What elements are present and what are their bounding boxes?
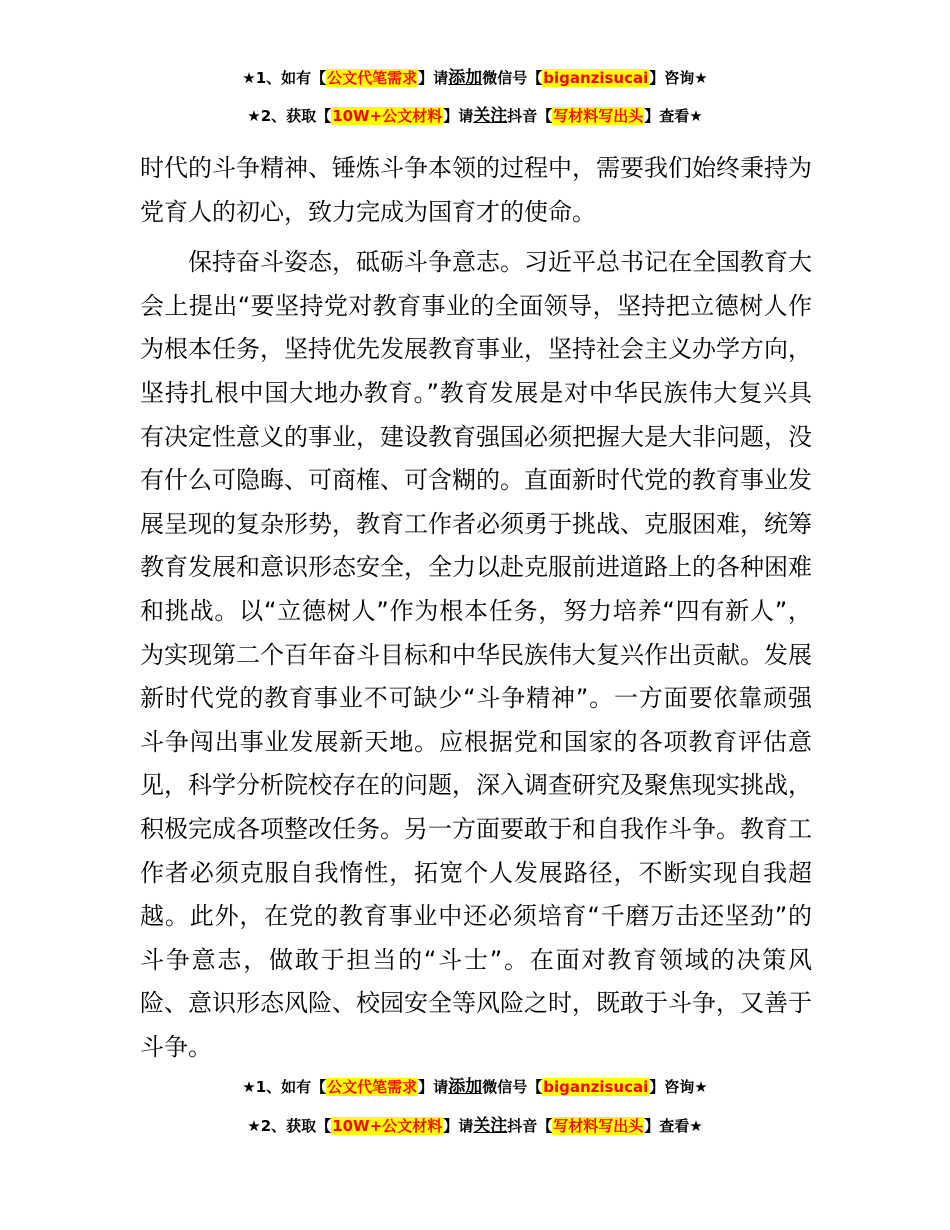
footer-promo-line-2 <box>0 1116 950 1136</box>
promo-highlight-douyin-id: 写材料写出头 <box>553 1117 644 1135</box>
promo-highlight-service: 公文代笔需求 <box>327 1078 418 1096</box>
paragraph-1: 时代的斗争精神、锤炼斗争本领的过程中，需要我们始终秉持为党育人的初心，致力完成为国育才的使命。 <box>140 154 812 226</box>
promo-text: 抖音【 <box>507 107 553 125</box>
promo-keyword: 添加 <box>448 1077 483 1097</box>
promo-text: 】请 <box>418 1078 449 1096</box>
promo-prefix: ★2、获取【 <box>247 107 332 125</box>
promo-text: 】请 <box>418 69 449 87</box>
promo-suffix: 】查看★ <box>644 1117 703 1135</box>
promo-suffix: 】查看★ <box>644 107 703 125</box>
promo-text: 微信号【 <box>482 1078 543 1096</box>
promo-highlight-materials: 10W+公文材料 <box>332 1117 443 1135</box>
promo-text: 】请 <box>443 1117 474 1135</box>
promo-highlight-materials: 10W+公文材料 <box>332 107 443 125</box>
promo-keyword: 添加 <box>448 68 483 88</box>
promo-prefix: ★1、如有【 <box>242 69 327 87</box>
promo-suffix: 】咨询★ <box>649 1078 708 1096</box>
promo-text: 】请 <box>443 107 474 125</box>
promo-prefix: ★2、获取【 <box>247 1117 332 1135</box>
promo-keyword: 关注 <box>473 106 508 126</box>
promo-prefix: ★1、如有【 <box>242 1078 327 1096</box>
header-promo-line-2 <box>0 106 950 126</box>
promo-text: 抖音【 <box>507 1117 553 1135</box>
promo-suffix: 】咨询★ <box>649 69 708 87</box>
promo-text: 微信号【 <box>482 69 543 87</box>
document-body <box>140 147 812 1069</box>
promo-highlight-wechat-id: biganzisucai <box>543 69 649 87</box>
promo-keyword: 关注 <box>473 1116 508 1136</box>
promo-highlight-service: 公文代笔需求 <box>327 69 418 87</box>
paragraph-2: 保持奋斗姿态，砥砺斗争意志。习近平总书记在全国教育大会上提出“要坚持党对教育事业的全面领导，坚持把立德树人作为根本任务，坚持优先发展教育事业，坚持社会主义办学方向，坚持扎根中国大地办教育。”教育发展是对中华民族伟大复兴具有决定性意义的事业，建设教育强国必须把握大是大非问题，没有什么可隐晦、可商榷、可含糊的。直面新时代党的教育事业发展呈现的复杂形势，教育工作者必须勇于挑战、克服困难，统筹教育发展和意识形态安全，全力以赴克服前进道路上的各种困难和挑战。以“立德树人”作为根本任务，努力培养“四有新人”，为实现第二个百年奋斗目标和中华民族伟大复兴作出贡献。发展新时代党的教育事业不可缺少“斗争精神”。一方面要依靠顽强斗争闯出事业发展新天地。应根据党和国家的各项教育评估意见，科学分析院校存在的问题，深入调查研究及聚焦现实挑战，积极完成各项整改任务。另一方面要敢于和自我作斗争。教育工作者必须克服自我惰性，拓宽个人发展路径，不断实现自我超越。此外，在党的教育事业中还必须培育“千磨万击还坚劲”的斗争意志，做敢于担当的“斗士”。在面对教育领域的决策风险、意识形态风险、校园安全等风险之时，既敢于斗争，又善于斗争。 <box>140 248 812 1061</box>
header-promo-line-1 <box>0 68 950 88</box>
promo-highlight-wechat-id: biganzisucai <box>543 1078 649 1096</box>
footer-promo-line-1 <box>0 1077 950 1097</box>
promo-highlight-douyin-id: 写材料写出头 <box>553 107 644 125</box>
